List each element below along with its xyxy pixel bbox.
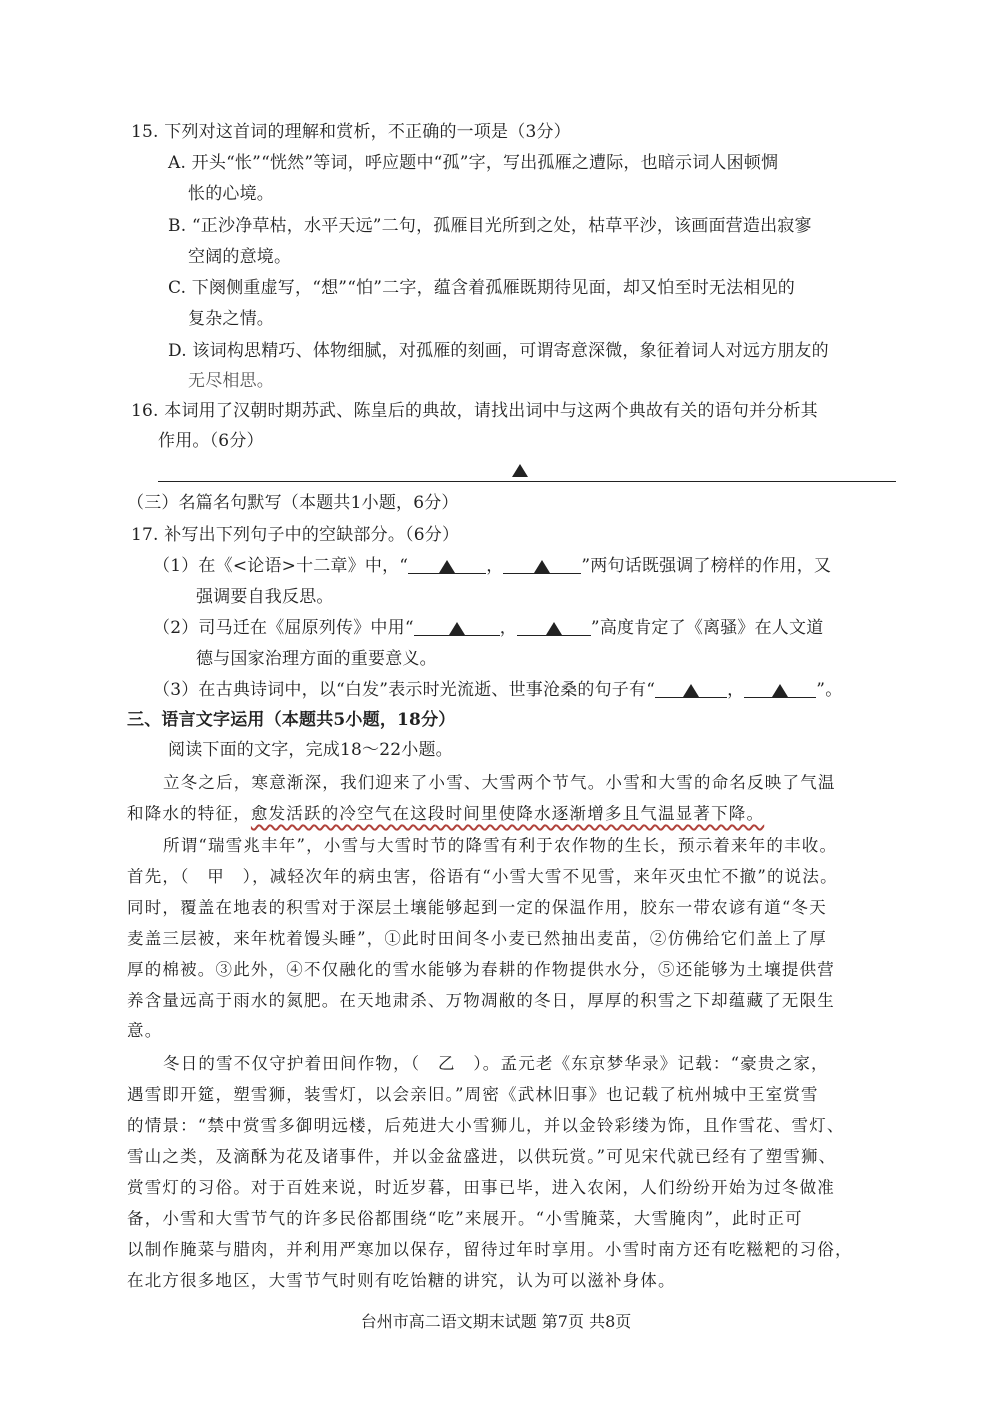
q17-part2-line2: 德与国家治理方面的重要意义。 (196, 649, 437, 669)
q16-line1: 16. 本词用了汉朝时期苏武、陈皇后的典故，请找出词中与这两个典故有关的语句并分析其 (131, 401, 818, 421)
q17-p2-pre: （2）司马迁在《屈原列传》中用“ (153, 618, 414, 638)
section-3-header: （三）名篇名句默写（本题共1小题，6分） (127, 493, 459, 513)
passage-p2-line6: 养含量远高于雨水的氮肥。在天地肃杀、万物凋敝的冬日，厚厚的积雪之下却蕴藏了无限生 (127, 991, 835, 1010)
q17-p1-mid: ， (486, 556, 504, 576)
passage-p2-line1: 所谓“瑞雪兆丰年”，小雪与大雪时节的降雪有利于农作物的生长，预示着来年的丰收。 (163, 836, 838, 855)
triangle-icon (439, 560, 455, 573)
triangle-icon (449, 622, 465, 635)
q17-part1-line1 (153, 555, 831, 577)
triangle-icon (683, 684, 699, 697)
part-3-header: 三、语言文字运用（本题共5小题，18分） (127, 710, 456, 730)
passage-p3-line8: 在北方很多地区，大雪节气时则有吃饴糖的讲究，认为可以滋补身体。 (127, 1271, 676, 1290)
passage-p3-line7: 以制作腌菜与腊肉，并利用严寒加以保存，留待过年时享用。小雪时南方还有吃糍粑的习俗， (127, 1240, 853, 1259)
answer-line (158, 481, 896, 482)
passage-p3-line5: 赏雪灯的习俗。对于百姓来说，时近岁暮，田事已毕，进入农闲，人们纷纷开始为过冬做准 (127, 1178, 835, 1197)
q17-p3-post: ”。 (816, 680, 843, 700)
q16-line2: 作用。（6分） (158, 431, 264, 451)
q17-p2-mid: ， (499, 618, 517, 638)
part-3-instruction: 阅读下面的文字，完成18～22小题。 (168, 740, 453, 760)
q17-p2-post: ”高度肯定了《离骚》在人文道 (590, 618, 824, 638)
triangle-icon (772, 684, 788, 697)
passage-p2-line2: 首先，（ 甲 ），减轻次年的病虫害，俗语有“小雪大雪不见雪，来年灭虫忙不撤”的说法。 (127, 867, 838, 886)
q17-p3-blank2[interactable] (744, 679, 816, 698)
q17-part1-line2: 强调要自我反思。 (196, 587, 334, 607)
passage-p3-line3: 的情景：“禁中赏雪多御明远楼，后苑进大小雪狮儿，并以金铃彩缕为饰，且作雪花、雪灯、 (127, 1116, 845, 1135)
passage-p2-line4: 麦盖三层被，来年枕着馒头睡”，①此时田间冬小麦已然抽出麦苗，②仿佛给它们盖上了厚 (127, 929, 827, 948)
passage-p1-line1: 立冬之后，寒意渐深，我们迎来了小雪、大雪两个节气。小雪和大雪的命名反映了气温 (163, 773, 836, 792)
triangle-icon (534, 560, 550, 573)
answer-marker-triangle-icon (512, 464, 528, 477)
q15-option-a-line1: A. 开头“怅”“恍然”等词，呼应题中“孤”字，写出孤雁之遭际，也暗示词人困顿惆 (168, 153, 779, 173)
q17-p2-blank2[interactable] (517, 617, 591, 636)
q15-option-b-line2: 空阔的意境。 (188, 247, 292, 267)
passage-p3-line1: 冬日的雪不仅守护着田间作物，（ 乙 ）。孟元老《东京梦华录》记载：“豪贵之家， (163, 1054, 829, 1073)
q15-option-c-line2: 复杂之情。 (188, 309, 274, 329)
q17-p3-pre: （3）在古典诗词中，以“白发”表示时光流逝、世事沧桑的句子有“ (153, 680, 656, 700)
passage-p2-line5: 厚的棉被。③此外，④不仅融化的雪水能够为春耕的作物提供水分，⑤还能够为土壤提供营 (127, 960, 835, 979)
passage-p3-line4: 雪山之类，及滴酥为花及诸事件，并以金盆盛进，以供玩赏。”可见宋代就已经有了塑雪狮、 (127, 1147, 837, 1166)
passage-p2-line7: 意。 (127, 1021, 163, 1040)
passage-p1-wavy-underlined: 愈发活跃的冷空气在这段时间里使降水逐渐增多且气温显著下降。 (250, 804, 765, 823)
q15-stem: 15. 下列对这首词的理解和赏析，不正确的一项是（3分） (131, 122, 571, 142)
passage-p2-line3: 同时，覆盖在地表的积雪对于深层土壤能够起到一定的保温作用，胶东一带农谚有道“冬天 (127, 898, 827, 917)
passage-p3-line2: 遇雪即开筵，塑雪狮，装雪灯，以会亲旧。”周密《武林旧事》也记载了杭州城中王室赏雪 (127, 1085, 819, 1104)
q17-p1-post: ”两句话既强调了榜样的作用，又 (581, 556, 832, 576)
q17-p1-blank1[interactable] (408, 555, 486, 574)
triangle-icon (546, 622, 562, 635)
q17-p1-pre: （1）在《<论语>十二章》中，“ (153, 556, 409, 576)
q15-option-d-line1: D. 该词构思精巧、体物细腻，对孤雁的刻画，可谓寄意深微，象征着词人对远方朋友的 (168, 341, 829, 361)
q17-p3-blank1[interactable] (655, 679, 727, 698)
q17-p2-blank1[interactable] (414, 617, 500, 636)
q17-p1-blank2[interactable] (503, 555, 581, 574)
q15-option-a-line2: 怅的心境。 (188, 184, 274, 204)
page-footer: 台州市高二语文期末试题 第7页 共8页 (360, 1312, 632, 1331)
q17-part3-line1 (153, 679, 842, 701)
q15-option-d-line2: 无尽相思。 (188, 371, 274, 391)
q17-p3-mid: ， (727, 680, 745, 700)
passage-p1-line2 (127, 803, 764, 825)
q15-option-b-line1: B. “正沙净草枯，水平天远”二句，孤雁目光所到之处，枯草平沙，该画面营造出寂寥 (168, 216, 812, 236)
q17-part2-line1 (153, 617, 823, 639)
q15-option-c-line1: C. 下阕侧重虚写，“想”“怕”二字，蕴含着孤雁既期待见面，却又怕至时无法相见的 (168, 278, 795, 298)
passage-p1-plain: 和降水的特征， (127, 804, 251, 823)
passage-p3-line6: 备，小雪和大雪节气的许多民俗都围绕“吃”来展开。“小雪腌菜，大雪腌肉”，此时正可 (127, 1209, 803, 1228)
q17-stem: 17. 补写出下列句子中的空缺部分。（6分） (131, 525, 460, 545)
